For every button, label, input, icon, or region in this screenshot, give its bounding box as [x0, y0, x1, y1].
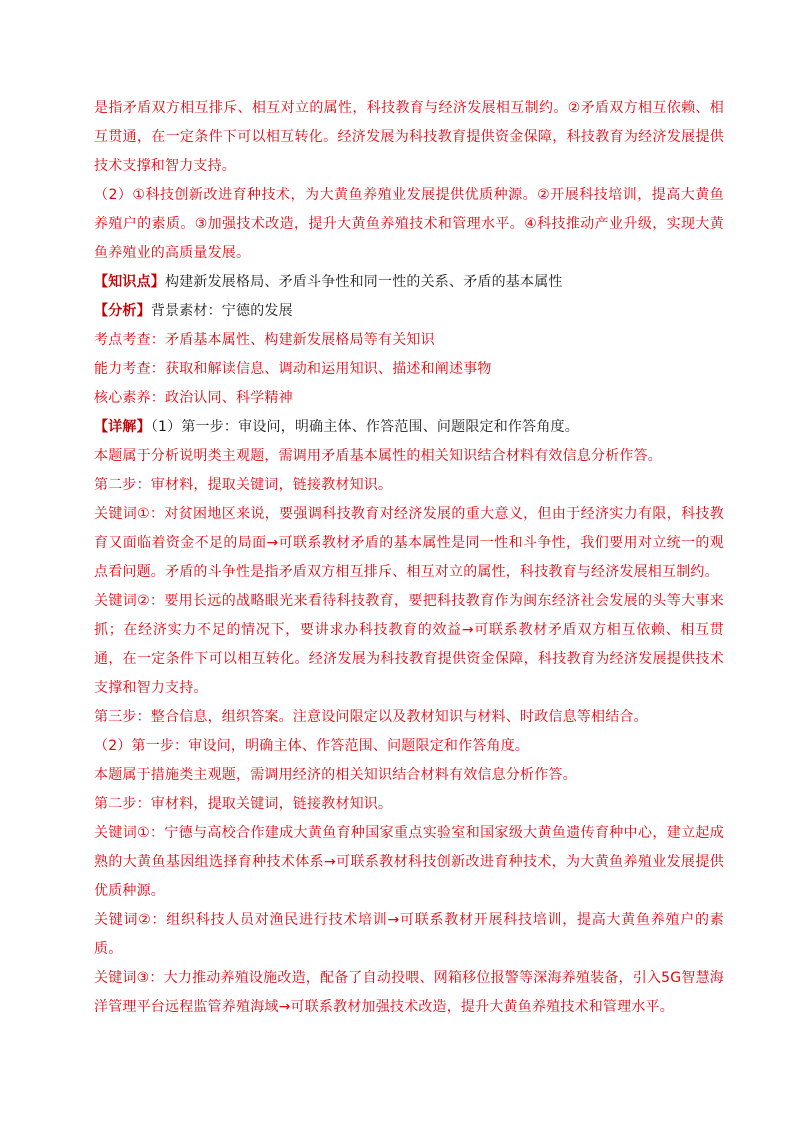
q2-step-1: （2）第一步：审设问，明确主体、作答范围、问题限定和作答角度。: [94, 738, 530, 754]
q2-keyword-1: 关键词①：宁德与高校合作建成大黄鱼育种国家重点实验室和国家级大黄鱼遗传育种中心，建立起成熟的大黄鱼基因组选择育种技术体系→可联系教材科技创新改进育种技术，为大黄鱼养殖业发展提供优质种源。: [94, 825, 724, 899]
knowledge-point: [94, 268, 724, 297]
detail-text: （1）第一步：审设问，明确主体、作答范围、问题限定和作答角度。: [150, 419, 579, 435]
q1-keyword-2: 关键词②：要用长远的战略眼光来看待科技教育，要把科技教育作为闽东经济社会发展的头等大事来抓；在经济实力不足的情况下，要讲求办科技教育的效益→可联系教材矛盾双方相互依赖、相互贯通，在一定条件下可以相互转化。经济发展为科技教育提供资金保障，科技教育为经济发展提供技术支撑和智力支持。: [94, 593, 724, 696]
analysis-tag: 【分析】: [94, 303, 151, 319]
q2-step-2: 第二步：审材料，提取关键词，链接教材知识。: [94, 796, 393, 812]
document-page: [94, 94, 724, 1022]
q1-keyword-1: 关键词①：对贫困地区来说，要强调科技教育对经济发展的重大意义，但由于经济实力有限，科技教育又面临着资金不足的局面→可联系教材矛盾的基本属性是同一性和斗争性，我们要用对立统一的观点看问题。矛盾的斗争性是指矛盾双方相互排斥、相互对立的属性，科技教育与经济发展相互制约。: [94, 506, 724, 580]
detail: [94, 413, 724, 442]
q1-step-3: 第三步：整合信息，组织答案。注意设问限定以及教材知识与材料、时政信息等相结合。: [94, 709, 648, 725]
q2-type: 本题属于措施类主观题，需调用经济的相关知识结合材料有效信息分析作答。: [94, 767, 577, 783]
knowledge-point-text: 构建新发展格局、矛盾斗争性和同一性的关系、矛盾的基本属性: [165, 274, 563, 290]
detail-tag: 【详解】: [94, 419, 151, 435]
q2-keyword-2: 关键词②：组织科技人员对渔民进行技术培训→可联系教材开展科技培训，提高大黄鱼养殖户的素质。: [94, 912, 724, 957]
q1-step-2: 第二步：审材料，提取关键词，链接教材知识。: [94, 477, 393, 493]
answer-2: （2）①科技创新改进育种技术，为大黄鱼养殖业发展提供优质种源。②开展科技培训，提高大黄鱼养殖户的素质。③加强技术改造，提升大黄鱼养殖技术和管理水平。④科技推动产业升级，实现大黄鱼养殖业的高质量发展。: [94, 187, 724, 261]
q2-keyword-3: 关键词③：大力推动养殖设施改造，配备了自动投喂、网箱移位报警等深海养殖装备，引入5G智慧海洋管理平台远程监管养殖海域→可联系教材加强技术改造，提升大黄鱼养殖技术和管理水平。: [94, 970, 724, 1015]
ability-check: 能力考查：获取和解读信息、调动和运用知识、描述和阐述事物: [94, 361, 492, 377]
exam-point: 考点考查：矛盾基本属性、构建新发展格局等有关知识: [94, 332, 435, 348]
q1-type: 本题属于分析说明类主观题，需调用矛盾基本属性的相关知识结合材料有效信息分析作答。: [94, 448, 662, 464]
analysis-text: 背景素材：宁德的发展: [150, 303, 293, 319]
core-literacy: 核心素养：政治认同、科学精神: [94, 390, 293, 406]
answer-1-continued: 是指矛盾双方相互排斥、相互对立的属性，科技教育与经济发展相互制约。②矛盾双方相互依赖、相互贯通，在一定条件下可以相互转化。经济发展为科技教育提供资金保障，科技教育为经济发展提供技术支撑和智力支持。: [94, 100, 724, 174]
knowledge-point-tag: 【知识点】: [94, 274, 165, 290]
analysis: [94, 297, 724, 326]
